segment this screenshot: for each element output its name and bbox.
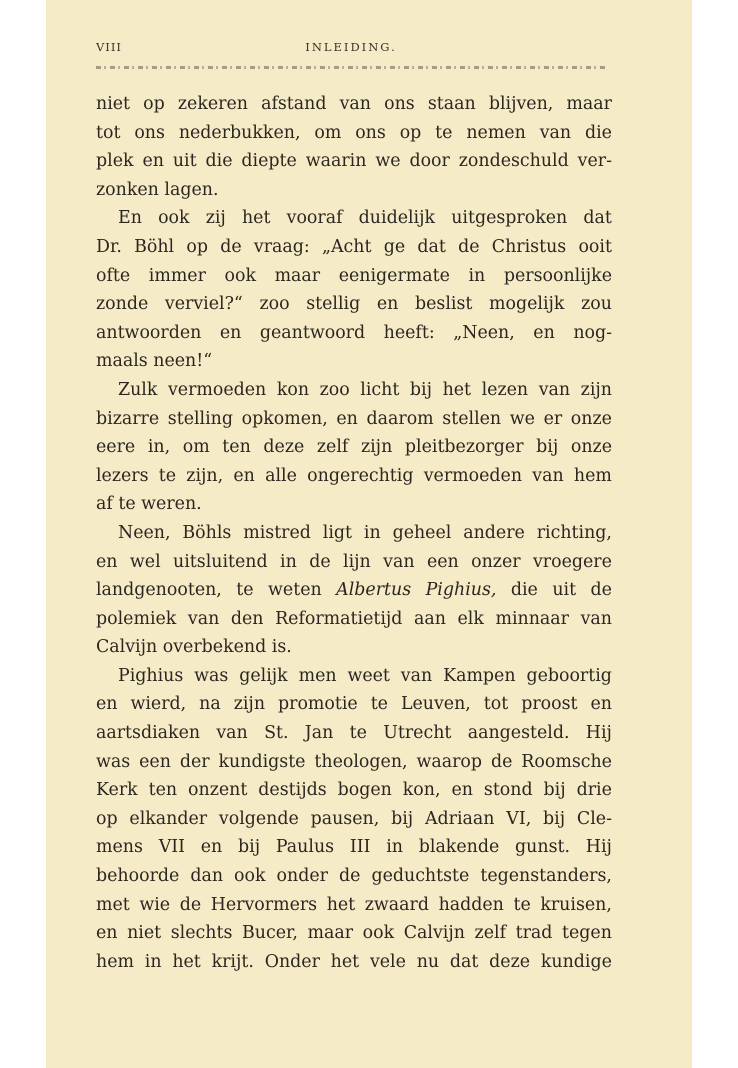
text-line: bizarre stelling opkomen, en daarom stellen we er onze <box>96 408 612 429</box>
text-line: polemiek van den Reformatietijd aan elk minnaar van <box>96 608 612 629</box>
text-line: ofte immer ook maar eenigermate in persoonlijke <box>96 265 612 286</box>
page-number: VIII <box>96 40 122 54</box>
text-line: Dr. Böhl op de vraag: „Acht ge dat de Christus ooit <box>96 236 612 257</box>
text-line: af te weren. <box>96 494 202 515</box>
text-line: landgenooten, te weten Albertus Pighius, die uit de <box>96 580 612 601</box>
text-line: op elkander volgende pausen, bij Adriaan VI, bij Cle- <box>96 808 612 829</box>
text-line: behoorde dan ook onder de geduchtste tegenstanders, <box>96 866 612 887</box>
text-line: lezers te zijn, en alle ongerechtig vermoeden van hem <box>96 465 612 486</box>
body-text <box>96 90 612 976</box>
text-line: zonde verviel?“ zoo stellig en beslist mogelijk zou <box>96 294 612 315</box>
text-line: Pighius was gelijk men weet van Kampen geboortig <box>118 665 612 686</box>
text-line: aartsdiaken van St. Jan te Utrecht aangesteld. Hij <box>96 723 612 744</box>
text-line: Zulk vermoeden kon zoo licht bij het lezen van zijn <box>118 379 612 400</box>
text-line: niet op zekeren afstand van ons staan blijven, maar <box>96 94 612 114</box>
text-line: Calvijn overbekend is. <box>96 637 292 658</box>
header-rule <box>96 66 606 69</box>
text-line: en wel uitsluitend in de lijn van een onzer vroegere <box>96 551 612 572</box>
text-line: tot ons nederbukken, om ons op te nemen van die <box>96 122 612 143</box>
text-line: En ook zij het vooraf duidelijk uitgesproken dat <box>118 208 612 229</box>
text-line: antwoorden en geantwoord heeft: „Neen, en nog- <box>96 322 612 343</box>
text-line: plek en uit die diepte waarin we door zondeschuld ver- <box>96 151 612 172</box>
text-line: met wie de Hervormers het zwaard hadden te kruisen, <box>96 894 612 915</box>
text-line: hem in het krijt. Onder het vele nu dat deze kundige <box>96 951 612 972</box>
text-line: en niet slechts Bucer, maar ook Calvijn zelf trad tegen <box>96 923 612 944</box>
text-line: Neen, Böhls mistred ligt in geheel andere richting, <box>118 522 612 543</box>
text-line: zonken lagen. <box>96 179 219 200</box>
text-line: eere in, om ten deze zelf zijn pleitbezorger bij onze <box>96 437 612 458</box>
text-line: maals neen!“ <box>96 351 213 372</box>
text-line: mens VII en bij Paulus III in blakende gunst. Hij <box>96 837 612 858</box>
running-title: INLEIDING. <box>305 40 397 54</box>
text-line: en wierd, na zijn promotie te Leuven, tot proost en <box>96 694 612 715</box>
text-line: was een der kundigste theologen, waarop de Roomsche <box>96 751 612 772</box>
text-line: Kerk ten onzent destijds bogen kon, en stond bij drie <box>96 780 612 801</box>
book-page <box>46 0 692 1068</box>
